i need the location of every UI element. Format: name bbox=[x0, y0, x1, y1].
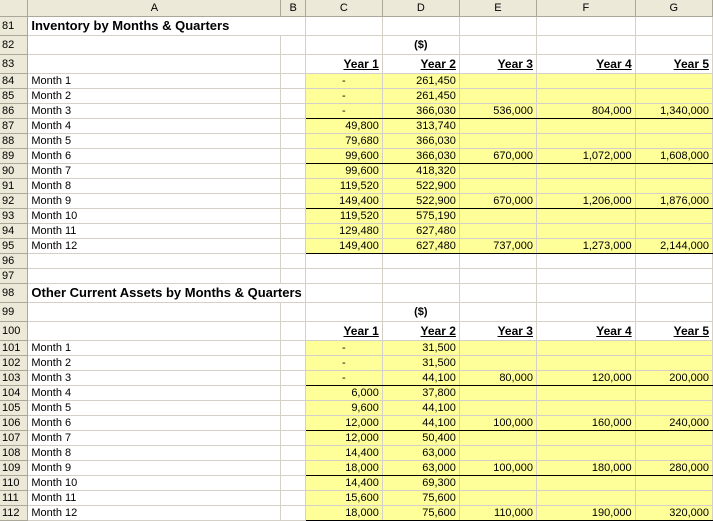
row-header[interactable]: 100 bbox=[0, 322, 28, 341]
year2-value[interactable]: 366,030 bbox=[382, 104, 459, 119]
row-header[interactable]: 111 bbox=[0, 491, 28, 506]
year3-value[interactable]: 100,000 bbox=[459, 416, 536, 431]
table-row bbox=[0, 491, 713, 506]
month-label[interactable]: Month 3 bbox=[28, 104, 281, 119]
inventory-header-year3[interactable]: Year 3 bbox=[459, 55, 536, 74]
cell[interactable] bbox=[281, 431, 305, 446]
table-row bbox=[0, 446, 713, 461]
year4-value[interactable] bbox=[536, 209, 635, 224]
cell[interactable] bbox=[536, 284, 635, 303]
year2-value[interactable]: 31,500 bbox=[382, 356, 459, 371]
year1-value[interactable]: 149,400 bbox=[305, 194, 382, 209]
month-label[interactable]: Month 10 bbox=[28, 476, 281, 491]
cell[interactable] bbox=[281, 461, 305, 476]
cell[interactable] bbox=[281, 371, 305, 386]
year3-value[interactable] bbox=[459, 164, 536, 179]
cell[interactable] bbox=[281, 386, 305, 401]
year1-value[interactable]: 119,520 bbox=[305, 179, 382, 194]
row-header[interactable]: 82 bbox=[0, 36, 28, 55]
inventory-header-year4[interactable]: Year 4 bbox=[536, 55, 635, 74]
row-header[interactable]: 93 bbox=[0, 209, 28, 224]
year3-value[interactable]: 670,000 bbox=[459, 194, 536, 209]
cell[interactable] bbox=[635, 36, 712, 55]
year3-value[interactable] bbox=[459, 134, 536, 149]
column-header-c[interactable]: C bbox=[305, 0, 382, 17]
year1-value[interactable]: 149,400 bbox=[305, 239, 382, 254]
year2-value[interactable]: 37,800 bbox=[382, 386, 459, 401]
cell[interactable] bbox=[305, 17, 382, 36]
year4-value[interactable] bbox=[536, 89, 635, 104]
month-label[interactable]: Month 7 bbox=[28, 164, 281, 179]
year2-value[interactable]: 69,300 bbox=[382, 476, 459, 491]
cell[interactable] bbox=[305, 284, 382, 303]
inventory-header-year2[interactable]: Year 2 bbox=[382, 55, 459, 74]
year2-value[interactable]: 522,900 bbox=[382, 194, 459, 209]
year2-value[interactable]: 75,600 bbox=[382, 506, 459, 521]
cell[interactable] bbox=[459, 303, 536, 322]
section-title[interactable]: Other Current Assets by Months & Quarters bbox=[28, 284, 305, 303]
cell[interactable] bbox=[281, 55, 305, 74]
cell[interactable] bbox=[281, 194, 305, 209]
year5-value[interactable] bbox=[635, 164, 712, 179]
year-header[interactable]: Year 2 bbox=[382, 322, 459, 341]
cell[interactable] bbox=[281, 416, 305, 431]
year4-value[interactable] bbox=[536, 401, 635, 416]
year1-value[interactable]: - bbox=[305, 356, 382, 371]
row-header[interactable]: 102 bbox=[0, 356, 28, 371]
row-header[interactable]: 107 bbox=[0, 431, 28, 446]
year3-value[interactable]: 110,000 bbox=[459, 506, 536, 521]
year1-value[interactable]: 18,000 bbox=[305, 461, 382, 476]
year5-value[interactable] bbox=[635, 341, 712, 356]
cell[interactable] bbox=[459, 269, 536, 284]
year2-value[interactable]: 63,000 bbox=[382, 461, 459, 476]
year4-value[interactable] bbox=[536, 476, 635, 491]
year4-value[interactable] bbox=[536, 134, 635, 149]
year3-value[interactable] bbox=[459, 179, 536, 194]
row-header[interactable]: 85 bbox=[0, 89, 28, 104]
table-row bbox=[0, 284, 713, 303]
year1-value[interactable]: - bbox=[305, 341, 382, 356]
year5-value[interactable] bbox=[635, 431, 712, 446]
month-label[interactable]: Month 12 bbox=[28, 239, 281, 254]
month-label[interactable]: Month 5 bbox=[28, 134, 281, 149]
year1-value[interactable]: 18,000 bbox=[305, 506, 382, 521]
table-row bbox=[0, 431, 713, 446]
year2-value[interactable]: 366,030 bbox=[382, 149, 459, 164]
row-header[interactable]: 97 bbox=[0, 269, 28, 284]
year5-value[interactable]: 280,000 bbox=[635, 461, 712, 476]
month-label[interactable]: Month 1 bbox=[28, 74, 281, 89]
cell[interactable] bbox=[459, 254, 536, 269]
year4-value[interactable] bbox=[536, 356, 635, 371]
cell[interactable] bbox=[635, 284, 712, 303]
month-label[interactable]: Month 7 bbox=[28, 431, 281, 446]
cell[interactable] bbox=[281, 209, 305, 224]
cell[interactable] bbox=[28, 36, 281, 55]
row-header[interactable]: 99 bbox=[0, 303, 28, 322]
cell[interactable] bbox=[382, 284, 459, 303]
select-all-corner[interactable] bbox=[0, 0, 28, 17]
year5-value[interactable] bbox=[635, 74, 712, 89]
year4-value[interactable]: 120,000 bbox=[536, 371, 635, 386]
year3-value[interactable] bbox=[459, 401, 536, 416]
year4-value[interactable] bbox=[536, 224, 635, 239]
year1-value[interactable]: 79,680 bbox=[305, 134, 382, 149]
month-label[interactable]: Month 4 bbox=[28, 119, 281, 134]
row-header[interactable]: 89 bbox=[0, 149, 28, 164]
year4-value[interactable]: 1,072,000 bbox=[536, 149, 635, 164]
cell[interactable] bbox=[281, 134, 305, 149]
column-header-a[interactable]: A bbox=[28, 0, 281, 17]
year1-value[interactable]: 9,600 bbox=[305, 401, 382, 416]
year3-value[interactable] bbox=[459, 209, 536, 224]
cell[interactable] bbox=[28, 303, 281, 322]
year5-value[interactable]: 1,876,000 bbox=[635, 194, 712, 209]
table-row bbox=[0, 322, 713, 341]
cell[interactable] bbox=[281, 224, 305, 239]
cell[interactable] bbox=[281, 149, 305, 164]
year1-value[interactable]: 6,000 bbox=[305, 386, 382, 401]
cell[interactable] bbox=[305, 303, 382, 322]
year1-value[interactable]: 99,600 bbox=[305, 149, 382, 164]
row-header[interactable]: 106 bbox=[0, 416, 28, 431]
cell[interactable] bbox=[281, 239, 305, 254]
year1-value[interactable]: 14,400 bbox=[305, 476, 382, 491]
table-row bbox=[0, 401, 713, 416]
column-header-e[interactable]: E bbox=[459, 0, 536, 17]
year1-value[interactable]: 14,400 bbox=[305, 446, 382, 461]
month-label[interactable]: Month 9 bbox=[28, 461, 281, 476]
cell[interactable] bbox=[281, 89, 305, 104]
table-row bbox=[0, 149, 713, 164]
column-header-g[interactable]: G bbox=[635, 0, 712, 17]
year4-value[interactable] bbox=[536, 74, 635, 89]
table-row bbox=[0, 371, 713, 386]
row-header[interactable]: 112 bbox=[0, 506, 28, 521]
cell[interactable] bbox=[635, 303, 712, 322]
year3-value[interactable]: 80,000 bbox=[459, 371, 536, 386]
row-header[interactable]: 84 bbox=[0, 74, 28, 89]
table-row bbox=[0, 17, 713, 36]
cell[interactable] bbox=[281, 303, 305, 322]
row-header[interactable]: 81 bbox=[0, 17, 28, 36]
cell[interactable] bbox=[28, 254, 281, 269]
cell[interactable] bbox=[281, 164, 305, 179]
year3-value[interactable] bbox=[459, 386, 536, 401]
section-unit[interactable]: ($) bbox=[382, 303, 459, 322]
year3-value[interactable] bbox=[459, 491, 536, 506]
year5-value[interactable] bbox=[635, 476, 712, 491]
table-row bbox=[0, 224, 713, 239]
year3-value[interactable] bbox=[459, 224, 536, 239]
table-row bbox=[0, 303, 713, 322]
cell[interactable] bbox=[28, 269, 281, 284]
year3-value[interactable]: 670,000 bbox=[459, 149, 536, 164]
cell[interactable] bbox=[281, 74, 305, 89]
table-row bbox=[0, 89, 713, 104]
table-row bbox=[0, 254, 713, 269]
year5-value[interactable]: 240,000 bbox=[635, 416, 712, 431]
table-row bbox=[0, 356, 713, 371]
year3-value[interactable]: 100,000 bbox=[459, 461, 536, 476]
year4-value[interactable] bbox=[536, 431, 635, 446]
year1-value[interactable]: - bbox=[305, 104, 382, 119]
year-header[interactable]: Year 5 bbox=[635, 322, 712, 341]
month-label[interactable]: Month 8 bbox=[28, 446, 281, 461]
cell[interactable] bbox=[459, 284, 536, 303]
year1-value[interactable]: 12,000 bbox=[305, 416, 382, 431]
row-header[interactable]: 86 bbox=[0, 104, 28, 119]
year2-value[interactable]: 522,900 bbox=[382, 179, 459, 194]
year4-value[interactable] bbox=[536, 491, 635, 506]
year5-value[interactable]: 1,608,000 bbox=[635, 149, 712, 164]
cell[interactable] bbox=[281, 356, 305, 371]
year1-value[interactable]: 49,800 bbox=[305, 119, 382, 134]
year5-value[interactable] bbox=[635, 401, 712, 416]
cell[interactable] bbox=[305, 269, 382, 284]
cell[interactable] bbox=[281, 341, 305, 356]
row-header[interactable]: 109 bbox=[0, 461, 28, 476]
year5-value[interactable]: 200,000 bbox=[635, 371, 712, 386]
month-label[interactable]: Month 3 bbox=[28, 371, 281, 386]
row-header[interactable]: 96 bbox=[0, 254, 28, 269]
year1-value[interactable]: 99,600 bbox=[305, 164, 382, 179]
row-header[interactable]: 105 bbox=[0, 401, 28, 416]
year2-value[interactable]: 31,500 bbox=[382, 341, 459, 356]
cell[interactable] bbox=[281, 179, 305, 194]
row-header[interactable]: 90 bbox=[0, 164, 28, 179]
row-header[interactable]: 103 bbox=[0, 371, 28, 386]
column-header-d[interactable]: D bbox=[382, 0, 459, 17]
cell[interactable] bbox=[305, 36, 382, 55]
table-row bbox=[0, 416, 713, 431]
month-label[interactable]: Month 12 bbox=[28, 506, 281, 521]
year2-value[interactable]: 75,600 bbox=[382, 491, 459, 506]
year3-value[interactable] bbox=[459, 341, 536, 356]
cell[interactable] bbox=[281, 36, 305, 55]
table-row bbox=[0, 179, 713, 194]
cell[interactable] bbox=[459, 36, 536, 55]
cell[interactable] bbox=[382, 254, 459, 269]
year1-value[interactable]: - bbox=[305, 74, 382, 89]
year4-value[interactable]: 180,000 bbox=[536, 461, 635, 476]
year2-value[interactable]: 575,190 bbox=[382, 209, 459, 224]
year5-value[interactable]: 320,000 bbox=[635, 506, 712, 521]
year4-value[interactable] bbox=[536, 446, 635, 461]
year-header[interactable]: Year 4 bbox=[536, 322, 635, 341]
year3-value[interactable] bbox=[459, 476, 536, 491]
month-label[interactable]: Month 5 bbox=[28, 401, 281, 416]
year5-value[interactable] bbox=[635, 89, 712, 104]
table-row bbox=[0, 461, 713, 476]
cell[interactable] bbox=[635, 269, 712, 284]
row-header[interactable]: 101 bbox=[0, 341, 28, 356]
year1-value[interactable]: 12,000 bbox=[305, 431, 382, 446]
year5-value[interactable] bbox=[635, 446, 712, 461]
year2-value[interactable]: 261,450 bbox=[382, 74, 459, 89]
year3-value[interactable] bbox=[459, 89, 536, 104]
month-label[interactable]: Month 11 bbox=[28, 491, 281, 506]
year4-value[interactable] bbox=[536, 164, 635, 179]
cell[interactable] bbox=[536, 269, 635, 284]
table-row bbox=[0, 119, 713, 134]
cell[interactable] bbox=[281, 506, 305, 521]
month-label[interactable]: Month 6 bbox=[28, 416, 281, 431]
cell[interactable] bbox=[536, 303, 635, 322]
row-header[interactable]: 83 bbox=[0, 55, 28, 74]
cell[interactable] bbox=[281, 446, 305, 461]
month-label[interactable]: Month 1 bbox=[28, 341, 281, 356]
year4-value[interactable]: 1,273,000 bbox=[536, 239, 635, 254]
cell[interactable] bbox=[281, 269, 305, 284]
cell[interactable] bbox=[281, 322, 305, 341]
year3-value[interactable] bbox=[459, 446, 536, 461]
year4-value[interactable] bbox=[536, 386, 635, 401]
table-row bbox=[0, 386, 713, 401]
year2-value[interactable]: 627,480 bbox=[382, 239, 459, 254]
cell[interactable] bbox=[635, 254, 712, 269]
cell[interactable] bbox=[281, 476, 305, 491]
row-header[interactable]: 108 bbox=[0, 446, 28, 461]
column-header-b[interactable]: B bbox=[281, 0, 305, 17]
year3-value[interactable] bbox=[459, 356, 536, 371]
cell[interactable] bbox=[305, 254, 382, 269]
year3-value[interactable] bbox=[459, 431, 536, 446]
year3-value[interactable] bbox=[459, 74, 536, 89]
year3-value[interactable]: 737,000 bbox=[459, 239, 536, 254]
year4-value[interactable]: 190,000 bbox=[536, 506, 635, 521]
cell[interactable] bbox=[28, 322, 281, 341]
column-header-row bbox=[0, 0, 713, 17]
cell[interactable] bbox=[382, 269, 459, 284]
year-header[interactable]: Year 3 bbox=[459, 322, 536, 341]
year2-value[interactable]: 366,030 bbox=[382, 134, 459, 149]
month-label[interactable]: Month 6 bbox=[28, 149, 281, 164]
cell[interactable] bbox=[635, 17, 712, 36]
table-row bbox=[0, 55, 713, 74]
year2-value[interactable]: 313,740 bbox=[382, 119, 459, 134]
year4-value[interactable]: 804,000 bbox=[536, 104, 635, 119]
year2-value[interactable]: 627,480 bbox=[382, 224, 459, 239]
month-label[interactable]: Month 11 bbox=[28, 224, 281, 239]
year2-value[interactable]: 44,100 bbox=[382, 371, 459, 386]
cell[interactable] bbox=[281, 491, 305, 506]
table-row bbox=[0, 341, 713, 356]
year2-value[interactable]: 44,100 bbox=[382, 401, 459, 416]
year4-value[interactable] bbox=[536, 119, 635, 134]
table-row bbox=[0, 194, 713, 209]
row-header[interactable]: 87 bbox=[0, 119, 28, 134]
year1-value[interactable]: 119,520 bbox=[305, 209, 382, 224]
cell[interactable] bbox=[281, 401, 305, 416]
month-label[interactable]: Month 2 bbox=[28, 89, 281, 104]
year5-value[interactable]: 1,340,000 bbox=[635, 104, 712, 119]
cell[interactable] bbox=[459, 17, 536, 36]
inventory-unit[interactable]: ($) bbox=[382, 36, 459, 55]
year5-value[interactable] bbox=[635, 224, 712, 239]
year5-value[interactable] bbox=[635, 179, 712, 194]
month-label[interactable]: Month 9 bbox=[28, 194, 281, 209]
year1-value[interactable]: 15,600 bbox=[305, 491, 382, 506]
row-header[interactable]: 104 bbox=[0, 386, 28, 401]
year5-value[interactable]: 2,144,000 bbox=[635, 239, 712, 254]
cell[interactable] bbox=[281, 104, 305, 119]
cell[interactable] bbox=[536, 254, 635, 269]
row-header[interactable]: 92 bbox=[0, 194, 28, 209]
cell[interactable] bbox=[281, 254, 305, 269]
table-row bbox=[0, 209, 713, 224]
year5-value[interactable] bbox=[635, 386, 712, 401]
row-header[interactable]: 95 bbox=[0, 239, 28, 254]
year1-value[interactable]: - bbox=[305, 371, 382, 386]
month-label[interactable]: Month 2 bbox=[28, 356, 281, 371]
year4-value[interactable] bbox=[536, 179, 635, 194]
month-label[interactable]: Month 8 bbox=[28, 179, 281, 194]
cell[interactable] bbox=[28, 55, 281, 74]
row-header[interactable]: 98 bbox=[0, 284, 28, 303]
year4-value[interactable]: 1,206,000 bbox=[536, 194, 635, 209]
year1-value[interactable]: 129,480 bbox=[305, 224, 382, 239]
year3-value[interactable]: 536,000 bbox=[459, 104, 536, 119]
year2-value[interactable]: 261,450 bbox=[382, 89, 459, 104]
year5-value[interactable] bbox=[635, 119, 712, 134]
year5-value[interactable] bbox=[635, 356, 712, 371]
table-row bbox=[0, 239, 713, 254]
table-row bbox=[0, 269, 713, 284]
table-row bbox=[0, 476, 713, 491]
table-row bbox=[0, 74, 713, 89]
row-header[interactable]: 94 bbox=[0, 224, 28, 239]
year5-value[interactable] bbox=[635, 209, 712, 224]
month-label[interactable]: Month 10 bbox=[28, 209, 281, 224]
cell[interactable] bbox=[536, 36, 635, 55]
inventory-title[interactable]: Inventory by Months & Quarters bbox=[28, 17, 305, 36]
year2-value[interactable]: 63,000 bbox=[382, 446, 459, 461]
cell[interactable] bbox=[536, 17, 635, 36]
row-header[interactable]: 110 bbox=[0, 476, 28, 491]
year4-value[interactable]: 160,000 bbox=[536, 416, 635, 431]
row-header[interactable]: 91 bbox=[0, 179, 28, 194]
inventory-header-year5[interactable]: Year 5 bbox=[635, 55, 712, 74]
year5-value[interactable] bbox=[635, 134, 712, 149]
table-row bbox=[0, 506, 713, 521]
year2-value[interactable]: 44,100 bbox=[382, 416, 459, 431]
inventory-header-year1[interactable]: Year 1 bbox=[305, 55, 382, 74]
cell[interactable] bbox=[382, 17, 459, 36]
table-row bbox=[0, 134, 713, 149]
year3-value[interactable] bbox=[459, 119, 536, 134]
table-row bbox=[0, 164, 713, 179]
year-header[interactable]: Year 1 bbox=[305, 322, 382, 341]
row-header[interactable]: 88 bbox=[0, 134, 28, 149]
column-header-f[interactable]: F bbox=[536, 0, 635, 17]
year1-value[interactable]: - bbox=[305, 89, 382, 104]
cell[interactable] bbox=[281, 119, 305, 134]
month-label[interactable]: Month 4 bbox=[28, 386, 281, 401]
year2-value[interactable]: 418,320 bbox=[382, 164, 459, 179]
year2-value[interactable]: 50,400 bbox=[382, 431, 459, 446]
table-row bbox=[0, 36, 713, 55]
table-row bbox=[0, 104, 713, 119]
year5-value[interactable] bbox=[635, 491, 712, 506]
year4-value[interactable] bbox=[536, 341, 635, 356]
